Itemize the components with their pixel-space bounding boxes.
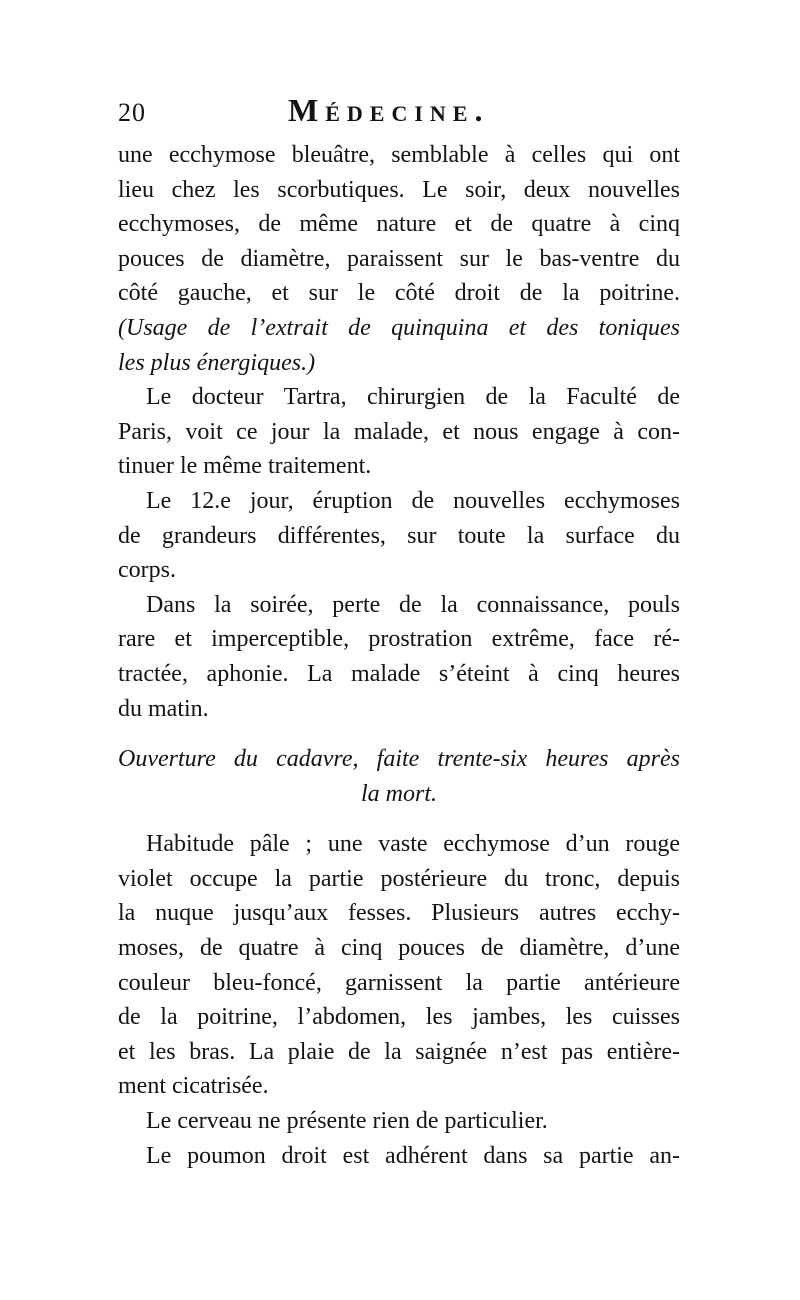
page-text <box>118 138 680 1173</box>
text-line: lieu chez les scorbutiques. Le soir, deux nouvelles <box>118 176 680 203</box>
section-spacer <box>118 811 680 827</box>
text-line: Le 12.e jour, éruption de nouvelles ecchymoses <box>146 487 680 514</box>
text-line: Le cerveau ne présente rien de particulier. <box>146 1108 548 1135</box>
text-line: (Usage de l’extrait de quinquina et des toniques <box>118 314 680 341</box>
text-line: corps. <box>118 557 176 584</box>
text-line: moses, de quatre à cinq pouces de diamètre, d’une <box>118 935 680 962</box>
text-line: Dans la soirée, perte de la connaissance, pouls <box>146 591 680 618</box>
text-line: Le poumon droit est adhérent dans sa partie an- <box>146 1142 680 1169</box>
text-line: ecchymoses, de même nature et de quatre à cinq <box>118 211 680 238</box>
running-head: Médecine. <box>288 92 490 128</box>
text-line: et les bras. La plaie de la saignée n’est pas entière- <box>118 1038 680 1065</box>
section-heading-line: Ouverture du cadavre, faite trente-six heures après <box>118 746 680 773</box>
text-line: de la poitrine, l’abdomen, les jambes, les cuisses <box>118 1004 680 1031</box>
section-heading-line: la mort. <box>360 780 437 807</box>
page-header <box>118 92 684 132</box>
text-line: tinuer le même traitement. <box>118 453 372 480</box>
text-line: une ecchymose bleuâtre, semblable à celles qui ont <box>118 142 680 168</box>
text-line: rare et imperceptible, prostration extrême, face ré- <box>118 626 680 653</box>
text-line: tractée, aphonie. La malade s’éteint à cinq heures <box>118 660 680 687</box>
text-line: pouces de diamètre, paraissent sur le bas-ventre du <box>118 245 680 272</box>
text-line: côté gauche, et sur le côté droit de la poitrine. <box>118 280 680 307</box>
text-line: couleur bleu-foncé, garnissent la partie antérieure <box>118 969 680 996</box>
text-line: ment cicatrisée. <box>118 1073 269 1100</box>
page-number: 20 <box>118 98 146 127</box>
text-line: Habitude pâle ; une vaste ecchymose d’un rouge <box>146 831 680 858</box>
text-line: les plus énergiques.) <box>118 349 316 376</box>
text-line: du matin. <box>118 695 209 722</box>
text-line: Paris, voit ce jour la malade, et nous engage à con- <box>118 418 680 445</box>
text-line: la nuque jusqu’aux fesses. Plusieurs autres ecchy- <box>118 900 680 927</box>
text-line: Le docteur Tartra, chirurgien de la Faculté de <box>146 384 680 411</box>
section-spacer <box>118 726 680 742</box>
text-line: violet occupe la partie postérieure du tronc, depuis <box>118 865 680 892</box>
text-line: de grandeurs différentes, sur toute la surface du <box>118 522 680 549</box>
